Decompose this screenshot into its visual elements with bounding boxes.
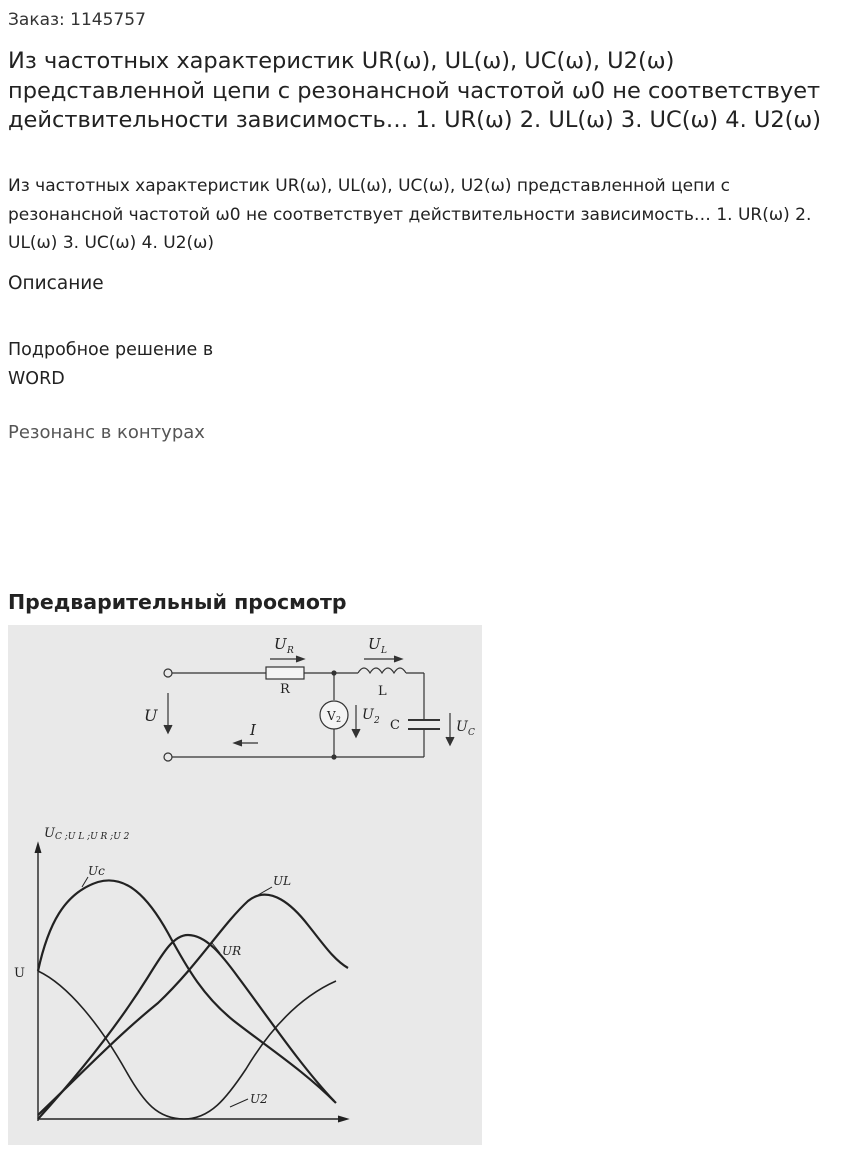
task-description: Из частотных характеристик UR(ω), UL(ω), UC(ω), U2(ω) представленной цепи с резонансной частотой ω0 не соответствует действительности зависимость… 1. UR(ω) 2. UL(ω) 3. UC(ω) 4. U2(ω) (8, 176, 812, 253)
curve-uc-label: Uc (88, 864, 105, 878)
curve-ul (38, 895, 348, 1115)
ul-label-sub: L (381, 646, 387, 656)
preview-heading: Предварительный просмотр (8, 590, 347, 614)
capacitor-label: C (390, 718, 400, 733)
inductor-symbol (358, 668, 406, 673)
ul-label: U (368, 635, 381, 653)
frequency-graph (35, 843, 348, 1122)
graph-y-tick-label: U (14, 966, 25, 981)
ur-label-sub: R (287, 646, 294, 656)
top-terminal (164, 669, 172, 677)
category-link[interactable]: Резонанс в контурах (8, 422, 205, 443)
curve-uc (38, 880, 336, 1103)
graph-y-axis-label: U (44, 826, 55, 841)
u2-label-sub: 2 (374, 716, 380, 726)
curve-ul-label: UL (273, 874, 292, 888)
circuit-diagram (164, 656, 454, 761)
uc-label-sub: C (468, 728, 475, 738)
bottom-terminal (164, 753, 172, 761)
page-title: Из частотных характеристик UR(ω), UL(ω), UC(ω), U2(ω) представленной цепи с резонансной частотой ω0 не соответствует действительности зависимость… 1. UR(ω) 2. UL(ω) 3. UC(ω) 4. U2(ω) (8, 48, 822, 133)
u2-leader (230, 1099, 248, 1107)
uc-label: U (456, 719, 468, 735)
source-voltage-label: U (144, 706, 158, 725)
order-number: Заказ: 1145757 (8, 10, 146, 30)
resistor-symbol (266, 667, 304, 679)
description-heading: Описание (8, 273, 104, 294)
inductor-label: L (378, 684, 387, 699)
current-label: I (250, 721, 256, 739)
solution-text: Подробное решение в WORD (8, 340, 214, 389)
preview-image (8, 625, 482, 1145)
graph-y-axis-label-rest: C ;U L ;U R ;U 2 (55, 832, 130, 842)
u2-label: U (362, 707, 374, 723)
curve-u2-label: U2 (250, 1092, 268, 1106)
resistor-label: R (280, 682, 290, 697)
curve-u2 (38, 971, 336, 1119)
voltmeter-label: V (327, 709, 336, 723)
voltmeter-label-sub: 2 (336, 715, 342, 724)
ur-label: U (274, 635, 287, 653)
curve-ur-label: UR (222, 944, 242, 958)
circuit-and-graph-figure (8, 625, 482, 1145)
